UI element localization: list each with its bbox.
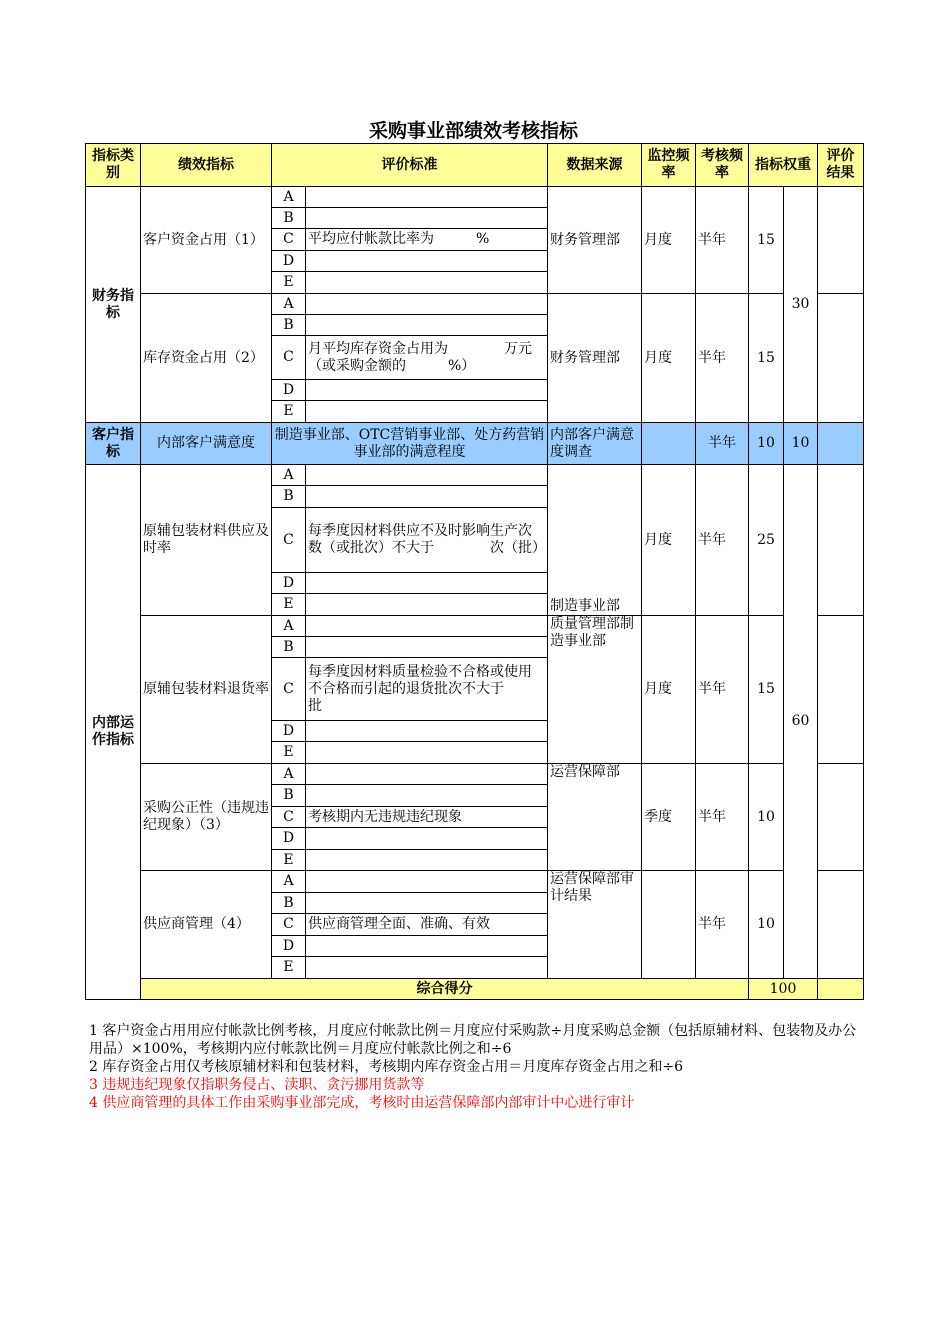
data-source: 制造事业部 xyxy=(548,465,642,616)
criteria-cell xyxy=(306,272,548,294)
header-indicator: 绩效指标 xyxy=(141,144,272,187)
grade-b: B xyxy=(272,486,306,508)
criteria-cell xyxy=(306,871,548,893)
monitor-frequency xyxy=(642,871,696,979)
criteria-cell xyxy=(306,850,548,871)
monitor-frequency: 季度 xyxy=(642,764,696,871)
grade-e: E xyxy=(272,957,306,979)
header-criteria: 评价标准 xyxy=(272,144,548,187)
category-operations: 内部运作指标 xyxy=(86,465,141,1000)
grade-c: C xyxy=(272,229,306,251)
criteria-cell xyxy=(306,936,548,957)
grade-c: C xyxy=(272,658,306,721)
criteria-cell xyxy=(306,893,548,914)
grade-d: D xyxy=(272,380,306,401)
total-value: 100 xyxy=(749,979,818,1000)
grade-e: E xyxy=(272,850,306,871)
monitor-frequency: 月度 xyxy=(642,187,696,294)
grade-b: B xyxy=(272,893,306,914)
indicator-name: 采购公正性（违规违纪现象）（3） xyxy=(141,764,272,871)
note-3: 3 违规违纪现象仅指职务侵占、渎职、贪污挪用货款等 xyxy=(89,1077,425,1093)
criteria-cell xyxy=(306,828,548,850)
monitor-frequency: 月度 xyxy=(642,616,696,764)
criteria-cell xyxy=(306,251,548,272)
criteria-cell xyxy=(306,616,548,637)
result-cell[interactable] xyxy=(818,187,864,294)
group-weight-operations: 60 xyxy=(784,465,818,979)
category-customer: 客户指标 xyxy=(86,423,141,465)
note-2: 2 库存资金占用仅考核原辅材料和包装材料，考核期内库存资金占用＝月度库存资金占用之和÷6 xyxy=(89,1059,683,1075)
assess-frequency: 半年 xyxy=(696,465,749,616)
table-row xyxy=(86,764,864,785)
criteria-customer: 制造事业部、OTC营销事业部、处方药营销事业部的满意程度 xyxy=(272,423,548,465)
criteria-cell xyxy=(306,486,548,508)
criteria-c: 每季度因材料供应不及时影响生产次数（或批次）不大于 次（批） xyxy=(306,508,548,573)
page-title: 采购事业部绩效考核指标 xyxy=(368,120,578,142)
data-source: 质量管理部制造事业部 xyxy=(548,616,642,764)
grade-a: A xyxy=(272,187,306,208)
criteria-cell xyxy=(306,208,548,229)
result-cell[interactable] xyxy=(818,979,864,1000)
header-source: 数据来源 xyxy=(548,144,642,187)
total-row xyxy=(86,979,864,1000)
table-row xyxy=(86,294,864,315)
criteria-cell xyxy=(306,380,548,401)
table-row xyxy=(86,871,864,893)
grade-a: A xyxy=(272,294,306,315)
indicator-weight: 10 xyxy=(749,423,784,465)
data-source: 运营保障部 xyxy=(548,764,642,871)
result-cell[interactable] xyxy=(818,764,864,871)
result-cell[interactable] xyxy=(818,294,864,423)
monitor-frequency xyxy=(642,423,696,465)
header-result: 评价结果 xyxy=(818,144,864,187)
grade-a: A xyxy=(272,465,306,486)
indicator-weight: 10 xyxy=(749,764,784,871)
result-cell[interactable] xyxy=(818,616,864,764)
criteria-c: 考核期内无违规违纪现象 xyxy=(306,807,548,828)
result-cell[interactable] xyxy=(818,871,864,979)
group-weight-finance: 30 xyxy=(784,187,818,423)
table-row xyxy=(86,616,864,637)
criteria-cell xyxy=(306,764,548,785)
indicator-weight: 25 xyxy=(749,465,784,616)
grade-c: C xyxy=(272,807,306,828)
group-weight-customer: 10 xyxy=(784,423,818,465)
indicator-name: 原辅包装材料供应及时率 xyxy=(141,465,272,616)
result-cell[interactable] xyxy=(818,465,864,616)
monitor-frequency: 月度 xyxy=(642,465,696,616)
indicator-weight: 15 xyxy=(749,187,784,294)
data-source: 内部客户满意度调查 xyxy=(548,423,642,465)
criteria-cell xyxy=(306,721,548,742)
criteria-cell xyxy=(306,401,548,423)
grade-a: A xyxy=(272,616,306,637)
grade-e: E xyxy=(272,594,306,616)
grade-c: C xyxy=(272,336,306,380)
assess-frequency: 半年 xyxy=(696,294,749,423)
criteria-cell xyxy=(306,187,548,208)
header-monitor: 监控频率 xyxy=(642,144,696,187)
indicator-weight: 15 xyxy=(749,294,784,423)
result-cell[interactable] xyxy=(818,423,864,465)
criteria-cell xyxy=(306,637,548,658)
criteria-cell xyxy=(306,957,548,979)
assess-frequency: 半年 xyxy=(696,187,749,294)
customer-row xyxy=(86,423,864,465)
indicator-name: 客户资金占用（1） xyxy=(141,187,272,294)
header-row xyxy=(86,144,864,187)
assess-frequency: 半年 xyxy=(696,616,749,764)
indicator-name: 库存资金占用（2） xyxy=(141,294,272,423)
criteria-cell xyxy=(306,742,548,764)
indicator-name: 供应商管理（4） xyxy=(141,871,272,979)
indicator-weight: 10 xyxy=(749,871,784,979)
grade-d: D xyxy=(272,251,306,272)
table-row xyxy=(86,465,864,486)
note-4: 4 供应商管理的具体工作由采购事业部完成，考核时由运营保障部内部审计中心进行审计 xyxy=(89,1095,635,1111)
criteria-c: 每季度因材料质量检验不合格或使用不合格而引起的退货批次不大于 批 xyxy=(306,658,548,721)
grade-c: C xyxy=(272,914,306,936)
grade-b: B xyxy=(272,637,306,658)
criteria-c: 供应商管理全面、准确、有效 xyxy=(306,914,548,936)
data-source: 财务管理部 xyxy=(548,294,642,423)
assess-frequency: 半年 xyxy=(696,871,749,979)
criteria-cell xyxy=(306,315,548,336)
grade-b: B xyxy=(272,785,306,807)
grade-e: E xyxy=(272,401,306,423)
grade-a: A xyxy=(272,871,306,893)
indicator-name: 原辅包装材料退货率 xyxy=(141,616,272,764)
header-category: 指标类别 xyxy=(86,144,141,187)
kpi-table xyxy=(85,143,864,1000)
grade-b: B xyxy=(272,315,306,336)
grade-e: E xyxy=(272,742,306,764)
category-finance: 财务指标 xyxy=(86,187,141,423)
criteria-cell xyxy=(306,465,548,486)
grade-d: D xyxy=(272,828,306,850)
data-source: 财务管理部 xyxy=(548,187,642,294)
criteria-c: 月平均库存资金占用为 万元（或采购金额的 %） xyxy=(306,336,548,380)
grade-c: C xyxy=(272,508,306,573)
data-source: 运营保障部审计结果 xyxy=(548,871,642,979)
table-row xyxy=(86,187,864,208)
criteria-cell xyxy=(306,573,548,594)
grade-d: D xyxy=(272,721,306,742)
indicator-weight: 15 xyxy=(749,616,784,764)
criteria-cell xyxy=(306,294,548,315)
assess-frequency: 半年 xyxy=(696,764,749,871)
monitor-frequency: 月度 xyxy=(642,294,696,423)
grade-e: E xyxy=(272,272,306,294)
notes xyxy=(89,1022,869,1112)
assess-frequency: 半年 xyxy=(696,423,749,465)
total-label: 综合得分 xyxy=(141,979,749,1000)
criteria-cell xyxy=(306,594,548,616)
criteria-cell xyxy=(306,785,548,807)
grade-d: D xyxy=(272,936,306,957)
criteria-c: 平均应付帐款比率为 % xyxy=(306,229,548,251)
indicator-name: 内部客户满意度 xyxy=(141,423,272,465)
note-1: 1 客户资金占用用应付帐款比例考核，月度应付帐款比例＝月度应付采购款÷月度采购总金额（包括原辅材料、包装物及办公用品）×100%，考核期内应付帐款比例＝月度应付帐款比例之和÷6 xyxy=(89,1023,857,1057)
grade-a: A xyxy=(272,764,306,785)
grade-b: B xyxy=(272,208,306,229)
header-weight: 指标权重 xyxy=(749,144,818,187)
header-assess: 考核频率 xyxy=(696,144,749,187)
grade-d: D xyxy=(272,573,306,594)
